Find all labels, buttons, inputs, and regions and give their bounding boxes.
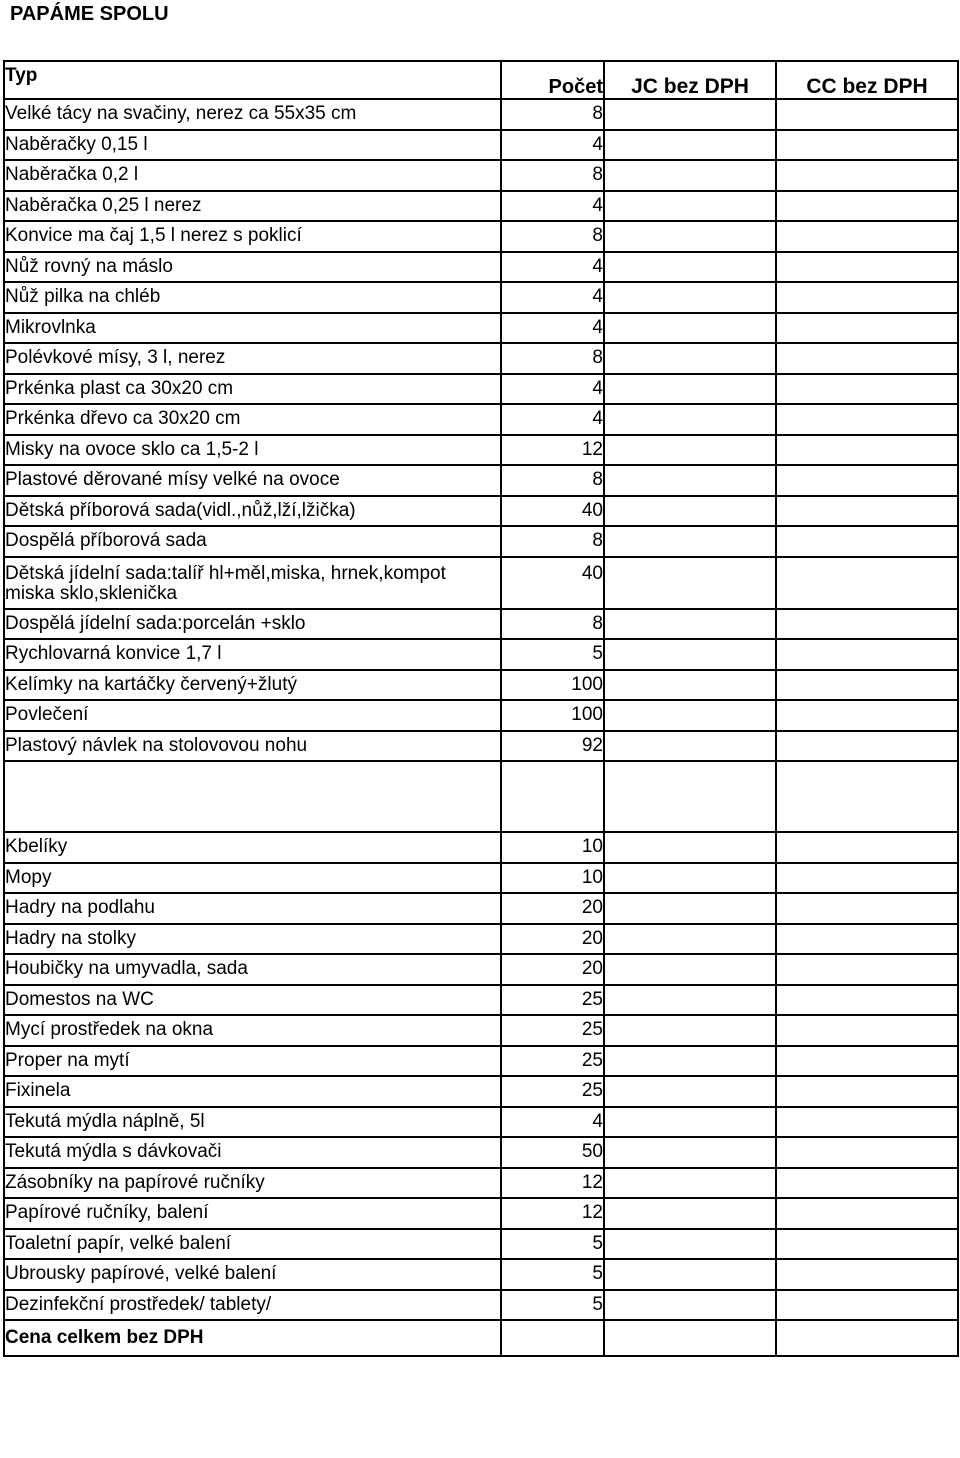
item-unit-price-cell[interactable] — [604, 670, 776, 701]
spacer-row — [4, 761, 958, 832]
item-unit-price-cell[interactable] — [604, 465, 776, 496]
item-name: Mikrovlnka — [4, 313, 501, 344]
item-count: 20 — [501, 954, 604, 985]
item-count: 5 — [501, 1229, 604, 1260]
item-total-price-cell[interactable] — [776, 130, 958, 161]
table-row — [4, 99, 958, 130]
item-total-price-cell[interactable] — [776, 924, 958, 955]
item-unit-price-cell[interactable] — [604, 954, 776, 985]
item-name: Povlečení — [4, 700, 501, 731]
item-name: Hadry na stolky — [4, 924, 501, 955]
item-name: Kbelíky — [4, 832, 501, 863]
item-count: 8 — [501, 609, 604, 640]
item-total-price-cell[interactable] — [776, 374, 958, 405]
item-count: 92 — [501, 731, 604, 762]
header-unit-price: JC bez DPH — [604, 61, 776, 99]
table-row — [4, 130, 958, 161]
item-unit-price-cell[interactable] — [604, 985, 776, 1016]
item-unit-price-cell[interactable] — [604, 526, 776, 557]
item-total-price-cell[interactable] — [776, 1046, 958, 1077]
item-name: Konvice ma čaj 1,5 l nerez s poklicí — [4, 221, 501, 252]
table-row — [4, 374, 958, 405]
table-row — [4, 313, 958, 344]
item-unit-price-cell[interactable] — [604, 1290, 776, 1321]
item-total-price-cell[interactable] — [776, 1168, 958, 1199]
item-total-price-cell[interactable] — [776, 1015, 958, 1046]
item-total-price-cell[interactable] — [776, 1229, 958, 1260]
item-total-price-cell[interactable] — [776, 160, 958, 191]
item-count: 25 — [501, 1046, 604, 1077]
item-unit-price-cell[interactable] — [604, 1076, 776, 1107]
spacer-cell — [604, 761, 776, 832]
table-row — [4, 160, 958, 191]
item-unit-price-cell[interactable] — [604, 160, 776, 191]
table-row — [4, 1015, 958, 1046]
item-total-price-cell[interactable] — [776, 99, 958, 130]
item-name: Rychlovarná konvice 1,7 l — [4, 639, 501, 670]
item-unit-price-cell[interactable] — [604, 252, 776, 283]
table-row — [4, 496, 958, 527]
item-unit-price-cell[interactable] — [604, 1015, 776, 1046]
item-unit-price-cell[interactable] — [604, 1198, 776, 1229]
table-row — [4, 1290, 958, 1321]
item-unit-price-cell[interactable] — [604, 863, 776, 894]
item-name: Dezinfekční prostředek/ tablety/ — [4, 1290, 501, 1321]
item-unit-price-cell[interactable] — [604, 924, 776, 955]
item-count: 4 — [501, 374, 604, 405]
item-unit-price-cell[interactable] — [604, 435, 776, 466]
total-price-cell[interactable] — [776, 1320, 958, 1356]
total-label: Cena celkem bez DPH — [4, 1320, 501, 1356]
items-table — [3, 60, 959, 1357]
table-row — [4, 893, 958, 924]
item-name: Toaletní papír, velké balení — [4, 1229, 501, 1260]
table-row — [4, 670, 958, 701]
table-header-row — [4, 61, 958, 99]
table-row — [4, 1229, 958, 1260]
item-count: 12 — [501, 435, 604, 466]
item-count: 50 — [501, 1137, 604, 1168]
item-count: 20 — [501, 924, 604, 955]
table-row — [4, 985, 958, 1016]
document-title: PAPÁME SPOLU — [10, 3, 169, 25]
item-name: Mycí prostředek na okna — [4, 1015, 501, 1046]
item-name: Naběračka 0,25 l nerez — [4, 191, 501, 222]
item-count: 10 — [501, 832, 604, 863]
item-name: Mopy — [4, 863, 501, 894]
item-total-price-cell[interactable] — [776, 1198, 958, 1229]
table-row — [4, 832, 958, 863]
table-row — [4, 526, 958, 557]
item-total-price-cell[interactable] — [776, 1290, 958, 1321]
item-unit-price-cell[interactable] — [604, 1107, 776, 1138]
item-total-price-cell[interactable] — [776, 313, 958, 344]
table-row — [4, 1076, 958, 1107]
item-count: 8 — [501, 160, 604, 191]
item-count: 25 — [501, 985, 604, 1016]
table-row — [4, 731, 958, 762]
item-unit-price-cell[interactable] — [604, 496, 776, 527]
item-count: 20 — [501, 893, 604, 924]
item-count: 4 — [501, 1107, 604, 1138]
item-name: Papírové ručníky, balení — [4, 1198, 501, 1229]
item-name: Tekutá mýdla náplně, 5l — [4, 1107, 501, 1138]
table-row — [4, 1046, 958, 1077]
item-name: Kelímky na kartáčky červený+žlutý — [4, 670, 501, 701]
item-total-price-cell[interactable] — [776, 435, 958, 466]
item-name: Prkénka plast ca 30x20 cm — [4, 374, 501, 405]
item-total-price-cell[interactable] — [776, 282, 958, 313]
item-total-price-cell[interactable] — [776, 1107, 958, 1138]
table-row — [4, 954, 958, 985]
table-row — [4, 1137, 958, 1168]
item-name: Nůž pilka na chléb — [4, 282, 501, 313]
item-unit-price-cell[interactable] — [604, 282, 776, 313]
table-row — [4, 1107, 958, 1138]
table-row — [4, 404, 958, 435]
table-row — [4, 609, 958, 640]
item-unit-price-cell[interactable] — [604, 893, 776, 924]
item-total-price-cell[interactable] — [776, 1259, 958, 1290]
item-count: 8 — [501, 465, 604, 496]
item-count: 8 — [501, 526, 604, 557]
item-count: 40 — [501, 496, 604, 527]
item-unit-price-cell[interactable] — [604, 130, 776, 161]
item-count: 10 — [501, 863, 604, 894]
item-total-price-cell[interactable] — [776, 465, 958, 496]
item-count: 8 — [501, 99, 604, 130]
item-total-price-cell[interactable] — [776, 985, 958, 1016]
item-total-price-cell[interactable] — [776, 1076, 958, 1107]
item-total-price-cell[interactable] — [776, 609, 958, 640]
table-row — [4, 465, 958, 496]
item-count: 25 — [501, 1076, 604, 1107]
item-count: 4 — [501, 313, 604, 344]
item-unit-price-cell[interactable] — [604, 1046, 776, 1077]
item-name: Ubrousky papírové, velké balení — [4, 1259, 501, 1290]
table-row — [4, 1259, 958, 1290]
table-row — [4, 639, 958, 670]
item-total-price-cell[interactable] — [776, 863, 958, 894]
header-total-price: CC bez DPH — [776, 61, 958, 99]
item-unit-price-cell[interactable] — [604, 343, 776, 374]
item-name: Zásobníky na papírové ručníky — [4, 1168, 501, 1199]
item-total-price-cell[interactable] — [776, 893, 958, 924]
item-count: 5 — [501, 1290, 604, 1321]
item-total-price-cell[interactable] — [776, 832, 958, 863]
item-unit-price-cell[interactable] — [604, 99, 776, 130]
item-unit-price-cell[interactable] — [604, 1168, 776, 1199]
total-row — [4, 1320, 958, 1356]
table-row — [4, 252, 958, 283]
item-name: Nůž rovný na máslo — [4, 252, 501, 283]
table-row — [4, 557, 958, 609]
item-name: Dětská příborová sada(vidl.,nůž,lží,lžička) — [4, 496, 501, 527]
header-count: Počet — [501, 61, 604, 99]
total-count-cell — [501, 1320, 604, 1356]
spacer-cell — [501, 761, 604, 832]
header-type: Typ — [4, 61, 501, 99]
item-unit-price-cell[interactable] — [604, 609, 776, 640]
spacer-cell — [776, 761, 958, 832]
table-row — [4, 191, 958, 222]
item-name: Prkénka dřevo ca 30x20 cm — [4, 404, 501, 435]
item-unit-price-cell[interactable] — [604, 639, 776, 670]
item-name: Polévkové mísy, 3 l, nerez — [4, 343, 501, 374]
item-name: Misky na ovoce sklo ca 1,5-2 l — [4, 435, 501, 466]
item-total-price-cell[interactable] — [776, 954, 958, 985]
table-row — [4, 282, 958, 313]
item-unit-price-cell[interactable] — [604, 404, 776, 435]
item-total-price-cell[interactable] — [776, 639, 958, 670]
item-unit-price-cell[interactable] — [604, 700, 776, 731]
item-name: Proper na mytí — [4, 1046, 501, 1077]
item-name: Domestos na WC — [4, 985, 501, 1016]
item-unit-price-cell[interactable] — [604, 1229, 776, 1260]
item-count: 12 — [501, 1168, 604, 1199]
item-name: Houbičky na umyvadla, sada — [4, 954, 501, 985]
item-count: 5 — [501, 1259, 604, 1290]
item-total-price-cell[interactable] — [776, 526, 958, 557]
item-count: 4 — [501, 191, 604, 222]
item-total-price-cell[interactable] — [776, 404, 958, 435]
item-count: 25 — [501, 1015, 604, 1046]
item-name: Fixinela — [4, 1076, 501, 1107]
table-row — [4, 343, 958, 374]
item-total-price-cell[interactable] — [776, 1137, 958, 1168]
item-total-price-cell[interactable] — [776, 670, 958, 701]
item-total-price-cell[interactable] — [776, 343, 958, 374]
item-unit-price-cell[interactable] — [604, 374, 776, 405]
item-count: 40 — [501, 557, 604, 609]
item-count: 100 — [501, 670, 604, 701]
total-unit-price-cell — [604, 1320, 776, 1356]
item-unit-price-cell[interactable] — [604, 191, 776, 222]
item-name: Plastové děrované mísy velké na ovoce — [4, 465, 501, 496]
table-row — [4, 221, 958, 252]
item-count: 8 — [501, 221, 604, 252]
item-total-price-cell[interactable] — [776, 191, 958, 222]
item-unit-price-cell[interactable] — [604, 1259, 776, 1290]
item-total-price-cell[interactable] — [776, 557, 958, 609]
item-name: Velké tácy na svačiny, nerez ca 55x35 cm — [4, 99, 501, 130]
item-unit-price-cell[interactable] — [604, 1137, 776, 1168]
table-row — [4, 1168, 958, 1199]
item-name: Naběračka 0,2 l — [4, 160, 501, 191]
table-row — [4, 1198, 958, 1229]
item-name: Dospělá jídelní sada:porcelán +sklo — [4, 609, 501, 640]
table-row — [4, 924, 958, 955]
item-name: Dětská jídelní sada:talíř hl+měl,miska, hrnek,kompot miska sklo,sklenička — [4, 557, 501, 609]
table-row — [4, 435, 958, 466]
item-count: 100 — [501, 700, 604, 731]
item-name: Dospělá příborová sada — [4, 526, 501, 557]
item-name: Plastový návlek na stolovovou nohu — [4, 731, 501, 762]
spacer-cell — [4, 761, 501, 832]
item-count: 4 — [501, 252, 604, 283]
item-count: 8 — [501, 343, 604, 374]
item-total-price-cell[interactable] — [776, 700, 958, 731]
item-total-price-cell[interactable] — [776, 252, 958, 283]
item-count: 4 — [501, 404, 604, 435]
item-total-price-cell[interactable] — [776, 496, 958, 527]
item-name: Naběračky 0,15 l — [4, 130, 501, 161]
item-total-price-cell[interactable] — [776, 221, 958, 252]
table-row — [4, 700, 958, 731]
item-unit-price-cell[interactable] — [604, 221, 776, 252]
item-count: 5 — [501, 639, 604, 670]
item-unit-price-cell[interactable] — [604, 731, 776, 762]
item-count: 4 — [501, 282, 604, 313]
item-count: 4 — [501, 130, 604, 161]
item-name: Tekutá mýdla s dávkovači — [4, 1137, 501, 1168]
item-count: 12 — [501, 1198, 604, 1229]
items-table-body — [4, 61, 958, 1356]
item-total-price-cell[interactable] — [776, 731, 958, 762]
item-name: Hadry na podlahu — [4, 893, 501, 924]
item-unit-price-cell[interactable] — [604, 832, 776, 863]
item-unit-price-cell[interactable] — [604, 313, 776, 344]
table-row — [4, 863, 958, 894]
item-unit-price-cell[interactable] — [604, 557, 776, 609]
